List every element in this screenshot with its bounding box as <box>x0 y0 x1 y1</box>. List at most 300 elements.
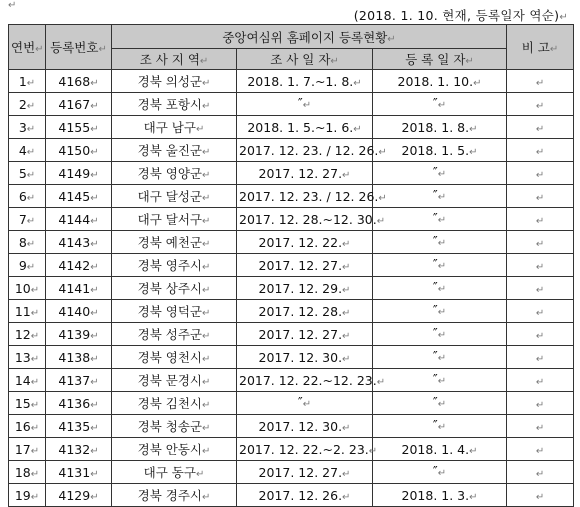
survey-dates-cell <box>237 93 373 116</box>
registration-number-cell <box>46 70 112 93</box>
survey-area-cell <box>112 139 237 162</box>
paragraph-mark: ↵ <box>90 353 99 365</box>
registration-number-cell <box>46 277 112 300</box>
note-cell <box>507 369 574 392</box>
registration-number-cell <box>46 254 112 277</box>
survey-area: 대구 달서구 <box>137 212 202 227</box>
paragraph-mark: ↵ <box>90 123 99 135</box>
paragraph-mark: ↵ <box>195 124 205 135</box>
registration-date-cell <box>373 300 507 323</box>
paragraph-mark: ↵ <box>201 377 211 388</box>
paragraph-mark: ↵ <box>30 284 40 296</box>
registration-number: 4149 <box>58 165 91 181</box>
registration-number-cell <box>46 231 112 254</box>
row-number: 17 <box>14 441 31 457</box>
paragraph-mark: ↵ <box>342 468 351 480</box>
note-cell <box>507 484 574 507</box>
survey-area: 경북 의성군 <box>137 74 202 89</box>
survey-dates-cell <box>237 70 373 93</box>
paragraph-mark: ↵ <box>535 422 545 434</box>
survey-area: 경북 문경시 <box>137 373 202 388</box>
row-number: 3 <box>18 119 27 135</box>
paragraph-mark: ↵ <box>90 307 99 319</box>
paragraph-mark: ↵ <box>342 169 351 181</box>
table-row <box>9 484 574 507</box>
paragraph-mark: ↵ <box>437 422 447 433</box>
registration-date-cell <box>373 461 507 484</box>
survey-area: 경북 영주시 <box>137 258 202 273</box>
paragraph-mark: ↵ <box>30 468 40 480</box>
survey-area-cell <box>112 231 237 254</box>
survey-dates: 2017. 12. 28. <box>258 303 343 319</box>
registration-number: 4143 <box>58 234 91 250</box>
paragraph-mark: ↵ <box>535 261 545 273</box>
paragraph-mark: ↵ <box>469 491 478 503</box>
row-number-cell <box>9 369 46 392</box>
registration-date-cell <box>373 392 507 415</box>
survey-area-cell <box>112 208 237 231</box>
note-cell <box>507 162 574 185</box>
paragraph-mark: ↵ <box>201 262 211 273</box>
row-number-cell <box>9 277 46 300</box>
survey-area: 경북 김천시 <box>137 396 202 411</box>
survey-dates-cell <box>237 254 373 277</box>
paragraph-mark: ↵ <box>376 376 386 388</box>
paragraph-mark: ↵ <box>302 100 312 111</box>
row-number-cell <box>9 323 46 346</box>
row-number: 2 <box>18 96 27 112</box>
row-number: 7 <box>18 211 27 227</box>
paragraph-mark: ↵ <box>90 422 99 434</box>
survey-dates: 2017. 12. 26. <box>258 487 343 503</box>
row-number-cell <box>9 438 46 461</box>
registration-date: 2018. 1. 3. <box>401 487 470 503</box>
registration-number: 4139 <box>58 326 91 342</box>
survey-dates-cell <box>237 139 387 162</box>
paragraph-mark: ↵ <box>26 215 36 227</box>
survey-area: 경북 영양군 <box>137 166 202 181</box>
survey-dates-cell <box>237 277 373 300</box>
paragraph-mark: ↵ <box>342 284 351 296</box>
table-row <box>9 346 574 369</box>
survey-dates: 2017. 12. 22. <box>258 234 343 250</box>
paragraph-mark: ↵ <box>469 123 478 135</box>
registration-date: ″ <box>432 350 438 365</box>
paragraph-mark: ↵ <box>90 238 99 250</box>
paragraph-mark: ↵ <box>437 238 447 249</box>
registration-number: 4129 <box>58 487 91 503</box>
paragraph-mark: ↵ <box>473 77 482 89</box>
survey-area-cell <box>112 415 237 438</box>
registration-date: ″ <box>432 235 438 250</box>
survey-dates: 2018. 1. 5.~1. 6. <box>247 119 354 135</box>
registration-date-cell <box>373 70 507 93</box>
paragraph-mark: ↵ <box>90 330 99 342</box>
registration-date: ″ <box>432 281 438 296</box>
paragraph-mark: ↵ <box>535 123 545 135</box>
row-number: 4 <box>18 142 27 158</box>
survey-area: 대구 남구 <box>143 120 196 135</box>
paragraph-mark: ↵ <box>30 307 40 319</box>
registration-number: 4136 <box>58 395 91 411</box>
paragraph-mark: ↵ <box>26 192 36 204</box>
paragraph-mark: ↵ <box>90 468 99 480</box>
paragraph-mark: ↵ <box>90 100 99 112</box>
paragraph-mark: ↵ <box>437 192 447 203</box>
table-row <box>9 438 574 461</box>
paragraph-mark: ↵ <box>201 423 211 434</box>
table-row <box>9 369 574 392</box>
paragraph-mark: ↵ <box>201 331 211 342</box>
note-cell <box>507 438 574 461</box>
paragraph-mark: ↵ <box>437 215 447 226</box>
paragraph-mark: ↵ <box>535 284 545 296</box>
paragraph-mark: ↵ <box>90 169 99 181</box>
survey-area-cell <box>112 185 237 208</box>
table-row <box>9 139 574 162</box>
header-survey-dates: 조 사 일 자↵ <box>237 49 373 70</box>
registration-number: 4140 <box>58 303 91 319</box>
paragraph-mark: ↵ <box>30 353 40 365</box>
row-number-cell <box>9 392 46 415</box>
paragraph-mark: ↵ <box>26 77 36 89</box>
survey-area-cell <box>112 346 237 369</box>
survey-dates: 2017. 12. 28.~12. 30. <box>239 211 377 227</box>
paragraph-mark: ↵ <box>90 491 99 503</box>
paragraph-mark: ↵ <box>201 354 211 365</box>
survey-dates-cell <box>237 392 373 415</box>
note-cell <box>507 70 574 93</box>
paragraph-mark: ↵ <box>378 192 387 204</box>
paragraph-mark: ↵ <box>437 468 447 479</box>
paragraph-mark: ↵ <box>535 491 545 503</box>
paragraph-mark: ↵ <box>195 469 205 480</box>
survey-area: 대구 동구 <box>143 465 196 480</box>
row-number: 18 <box>14 464 31 480</box>
paragraph-mark: ↵ <box>535 445 545 457</box>
registration-number: 4131 <box>58 464 91 480</box>
paragraph-mark: ↵ <box>378 146 387 158</box>
paragraph-mark: ↵ <box>30 445 40 457</box>
registration-number-cell <box>46 438 112 461</box>
registration-number: 4138 <box>58 349 91 365</box>
registration-date: 2018. 1. 4. <box>401 441 470 457</box>
survey-dates: 2017. 12. 27. <box>258 326 343 342</box>
row-number: 9 <box>18 257 27 273</box>
registration-date: ″ <box>432 166 438 181</box>
paragraph-mark: ↵ <box>90 261 99 273</box>
survey-dates-cell <box>237 415 373 438</box>
table-row <box>9 116 574 139</box>
survey-area-cell <box>112 93 237 116</box>
registration-number: 4142 <box>58 257 91 273</box>
note-cell <box>507 323 574 346</box>
survey-area-cell <box>112 461 237 484</box>
row-number: 13 <box>14 349 31 365</box>
survey-area: 경북 영덕군 <box>137 304 202 319</box>
registration-date: 2018. 1. 10. <box>397 73 474 89</box>
row-number: 19 <box>14 487 31 503</box>
survey-area: 경북 포항시 <box>137 97 202 112</box>
registration-date-cell <box>373 346 507 369</box>
survey-area-cell <box>112 116 237 139</box>
survey-area-cell <box>112 300 237 323</box>
registration-date-cell <box>373 185 507 208</box>
header-group: 중앙여심위 홈페이지 등록현황↵ <box>112 25 507 49</box>
registration-number-cell <box>46 139 112 162</box>
table-row <box>9 185 574 208</box>
table-caption <box>354 6 568 24</box>
paragraph-mark: ↵ <box>437 169 447 180</box>
table-row <box>9 277 574 300</box>
registration-date: 2018. 1. 5. <box>401 142 470 158</box>
header-note: 비 고↵ <box>507 25 574 70</box>
note-cell <box>507 139 574 162</box>
registration-number: 4155 <box>58 119 91 135</box>
registration-number-cell <box>46 461 112 484</box>
survey-dates: 2017. 12. 29. <box>258 280 343 296</box>
registration-number-cell <box>46 323 112 346</box>
survey-area-cell <box>112 484 237 507</box>
paragraph-mark: ↵ <box>469 146 478 158</box>
row-number: 15 <box>14 395 31 411</box>
paragraph-mark: ↵ <box>469 445 478 457</box>
survey-dates: 2017. 12. 30. <box>258 349 343 365</box>
registration-number: 4168 <box>58 73 91 89</box>
row-number-cell <box>9 461 46 484</box>
row-number-cell <box>9 93 46 116</box>
paragraph-mark: ↵ <box>437 353 447 364</box>
survey-dates-cell <box>237 300 373 323</box>
header-no: 연번↵ <box>9 25 46 70</box>
note-cell <box>507 392 574 415</box>
registration-number: 4132 <box>58 441 91 457</box>
survey-area: 경북 울진군 <box>137 143 202 158</box>
registration-number-cell <box>46 346 112 369</box>
row-number: 14 <box>14 372 31 388</box>
survey-dates: 2017. 12. 27. <box>258 464 343 480</box>
table-row <box>9 392 574 415</box>
note-cell <box>507 231 574 254</box>
caption-text: (2018. 1. 10. 현재, 등록일자 역순) <box>353 8 560 23</box>
survey-area-cell <box>112 70 237 93</box>
survey-area: 대구 달성군 <box>137 189 202 204</box>
paragraph-mark: ↵ <box>90 192 99 204</box>
survey-dates-cell <box>237 162 373 185</box>
paragraph-mark: ↵ <box>201 170 211 181</box>
paragraph-mark: ↵ <box>535 169 545 181</box>
registration-date: 2018. 1. 8. <box>401 119 470 135</box>
row-number-cell <box>9 415 46 438</box>
table-row <box>9 70 574 93</box>
note-cell <box>507 185 574 208</box>
paragraph-mark: ↵ <box>90 445 99 457</box>
registration-number-cell <box>46 415 112 438</box>
row-number-cell <box>9 231 46 254</box>
registration-date-cell <box>373 323 507 346</box>
registration-date: ″ <box>432 304 438 319</box>
registration-date-cell <box>373 438 507 461</box>
paragraph-mark: ↵ <box>201 101 211 112</box>
paragraph-mark: ↵ <box>30 422 40 434</box>
survey-area: 경북 예천군 <box>137 235 202 250</box>
registration-number-cell <box>46 93 112 116</box>
paragraph-mark: ↵ <box>535 238 545 250</box>
survey-dates-cell <box>237 438 378 461</box>
paragraph-mark: ↵ <box>26 146 36 158</box>
table-row <box>9 415 574 438</box>
note-cell <box>507 277 574 300</box>
survey-dates: 2017. 12. 22.~12. 23. <box>239 372 377 388</box>
survey-dates: 2017. 12. 23. / 12. 26. <box>239 142 379 158</box>
registration-number: 4144 <box>58 211 91 227</box>
survey-area-cell <box>112 438 237 461</box>
paragraph-mark: ↵ <box>201 78 211 89</box>
note-cell <box>507 116 574 139</box>
registration-number-cell <box>46 185 112 208</box>
paragraph-mark: ↵ <box>201 216 211 227</box>
paragraph-mark: ↵ <box>535 215 545 227</box>
registration-date: ″ <box>432 419 438 434</box>
table-row <box>9 323 574 346</box>
registration-number-cell <box>46 162 112 185</box>
paragraph-mark: ↵ <box>535 307 545 319</box>
paragraph-mark: ↵ <box>201 147 211 158</box>
survey-area-cell <box>112 277 237 300</box>
note-cell <box>507 300 574 323</box>
registration-date-cell <box>373 484 507 507</box>
registration-number-cell <box>46 369 112 392</box>
registration-number: 4150 <box>58 142 91 158</box>
row-number: 6 <box>18 188 27 204</box>
paragraph-mark: ↵ <box>437 261 447 272</box>
paragraph-mark: ↵ <box>26 261 36 273</box>
registration-date-cell <box>373 369 507 392</box>
survey-dates-cell <box>237 484 373 507</box>
paragraph-mark: ↵ <box>535 399 545 411</box>
registration-date-cell <box>373 277 507 300</box>
paragraph-mark: ↵ <box>302 399 312 410</box>
survey-dates-cell <box>237 323 373 346</box>
paragraph-mark: ↵ <box>342 330 351 342</box>
row-number-cell <box>9 162 46 185</box>
paragraph-mark: ↵ <box>201 492 211 503</box>
paragraph-mark: ↵ <box>26 169 36 181</box>
row-number-cell <box>9 346 46 369</box>
table-row <box>9 254 574 277</box>
paragraph-mark: ↵ <box>368 445 378 457</box>
registration-date-cell <box>373 116 507 139</box>
registration-date: ″ <box>432 258 438 273</box>
paragraph-mark: ↵ <box>342 261 351 273</box>
paragraph-mark: ↵ <box>559 12 568 23</box>
paragraph-mark: ↵ <box>342 422 351 434</box>
table-row <box>9 93 574 116</box>
registration-number-cell <box>46 300 112 323</box>
paragraph-mark: ↵ <box>30 399 40 411</box>
paragraph-mark: ↵ <box>535 330 545 342</box>
row-number-cell <box>9 300 46 323</box>
registration-date: ″ <box>432 189 438 204</box>
survey-dates-cell <box>237 185 387 208</box>
paragraph-mark: ↵ <box>30 376 40 388</box>
survey-dates-cell <box>237 461 373 484</box>
paragraph-mark: ↵ <box>437 307 447 318</box>
survey-area-cell <box>112 254 237 277</box>
paragraph-mark: ↵ <box>353 123 362 135</box>
paragraph-mark: ↵ <box>30 330 40 342</box>
registration-number: 4137 <box>58 372 91 388</box>
registration-date-cell <box>373 415 507 438</box>
note-cell <box>507 346 574 369</box>
paragraph-mark: ↵ <box>535 100 545 112</box>
survey-dates: 2017. 12. 30. <box>258 418 343 434</box>
table-row <box>9 231 574 254</box>
paragraph-mark: ↵ <box>535 77 545 89</box>
header-reg-no: 등록번호↵ <box>46 25 112 70</box>
registration-number-cell <box>46 392 112 415</box>
paragraph-mark: ↵ <box>90 146 99 158</box>
table-body <box>9 70 574 507</box>
survey-area: 경북 안동시 <box>137 442 202 457</box>
registration-date-cell <box>373 162 507 185</box>
paragraph-mark: ↵ <box>535 192 545 204</box>
survey-area: 경북 청송군 <box>137 419 202 434</box>
row-number-cell <box>9 70 46 93</box>
registration-number: 4167 <box>58 96 91 112</box>
paragraph-mark: ↵ <box>535 353 545 365</box>
paragraph-mark: ↵ <box>90 399 99 411</box>
registration-number-cell <box>46 208 112 231</box>
registration-number-cell <box>46 116 112 139</box>
note-cell <box>507 415 574 438</box>
row-number: 8 <box>18 234 27 250</box>
row-number-cell <box>9 254 46 277</box>
paragraph-mark: ↵ <box>535 468 545 480</box>
paragraph-mark: ↵ <box>90 77 99 89</box>
row-number: 5 <box>18 165 27 181</box>
paragraph-mark: ↵ <box>342 238 351 250</box>
registration-date: ″ <box>432 396 438 411</box>
survey-dates: 2018. 1. 7.~1. 8. <box>247 73 354 89</box>
paragraph-mark: ↵ <box>437 100 447 111</box>
paragraph-mark: ↵ <box>535 376 545 388</box>
registration-date: ″ <box>432 373 438 388</box>
survey-dates-cell <box>237 208 386 231</box>
paragraph-mark: ↵ <box>376 215 386 227</box>
survey-area-cell <box>112 162 237 185</box>
note-cell <box>507 254 574 277</box>
registration-number: 4135 <box>58 418 91 434</box>
row-number-cell <box>9 484 46 507</box>
paragraph-mark: ↵ <box>90 215 99 227</box>
survey-dates: 2017. 12. 22.~2. 23. <box>239 441 369 457</box>
registration-date: ″ <box>432 212 438 227</box>
registration-date-cell <box>373 208 507 231</box>
paragraph-mark: ↵ <box>201 193 211 204</box>
registration-date: ″ <box>432 465 438 480</box>
registration-date-cell <box>373 93 507 116</box>
paragraph-mark: ↵ <box>342 491 351 503</box>
survey-area: 경북 경주시 <box>137 488 202 503</box>
survey-area-cell <box>112 369 237 392</box>
row-number-cell <box>9 208 46 231</box>
header-area: 조 사 지 역↵ <box>112 49 237 70</box>
paragraph-mark: ↵ <box>90 376 99 388</box>
note-cell <box>507 208 574 231</box>
registration-number: 4145 <box>58 188 91 204</box>
registration-date-cell <box>373 254 507 277</box>
